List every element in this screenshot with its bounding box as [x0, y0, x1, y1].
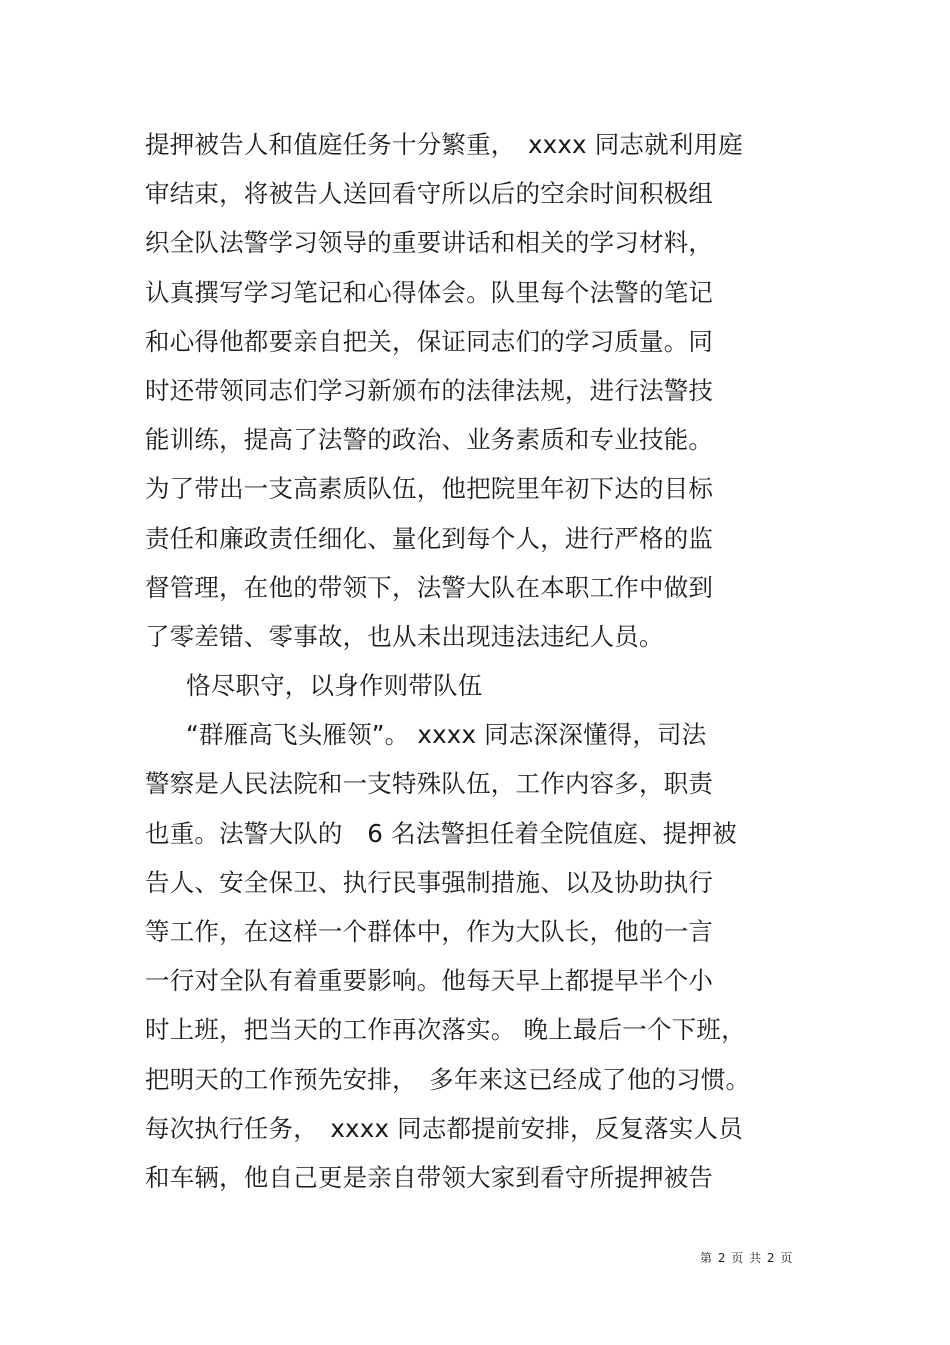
text-line: 时还带领同志们学习新颁布的法律法规，进行法警技	[145, 375, 714, 405]
text-line: 把明天的工作预先安排， 多年来这已经成了他的习惯。	[145, 1064, 751, 1094]
text-line: 也重。法警大队的 6 名法警担任着全院值庭、提押被	[145, 818, 737, 848]
text-line: 一行对全队有着重要影响。他每天早上都提早半个小	[145, 966, 714, 996]
text-line: 认真撰写学习笔记和心得体会。队里每个法警的笔记	[145, 277, 714, 307]
text-line: 警察是人民法院和一支特殊队伍，工作内容多，职责	[145, 769, 714, 799]
body-text	[145, 120, 805, 1202]
text-line: 责任和廉政责任细化、量化到每个人，进行严格的监	[145, 523, 714, 553]
text-line: 等工作，在这样一个群体中，作为大队长，他的一言	[145, 917, 714, 946]
page-number: 第 2 页 共 2 页	[700, 1251, 794, 1265]
text-line: 告人、安全保卫、执行民事强制措施、以及协助执行	[145, 867, 714, 897]
text-line: 和车辆，他自己更是亲自带领大家到看守所提押被告	[145, 1162, 714, 1192]
section-heading: 恪尽职守，以身作则带队伍	[186, 671, 483, 701]
text-line: 和心得他都要亲自把关，保证同志们的学习质量。同	[145, 326, 714, 356]
text-line: 督管理，在他的带领下，法警大队在本职工作中做到	[145, 572, 714, 602]
text-line: 时上班，把当天的工作再次落实。 晚上最后一个下班，	[145, 1015, 746, 1045]
text-line: 能训练，提高了法警的政治、业务素质和专业技能。	[145, 425, 714, 455]
text-line: 每次执行任务， xxxx 同志都提前安排，反复落实人员	[145, 1113, 743, 1143]
text-line: 了零差错、零事故，也从未出现违法违纪人员。	[145, 621, 664, 651]
text-line: 审结束，将被告人送回看守所以后的空余时间积极组	[145, 179, 714, 209]
text-line: 为了带出一支高素质队伍，他把院里年初下达的目标	[145, 474, 714, 504]
text-line: 提押被告人和值庭任务十分繁重， xxxx 同志就利用庭	[145, 130, 743, 159]
text-line: 织全队法警学习领导的重要讲话和相关的学习材料，	[145, 228, 714, 258]
text-line: “群雁高飞头雁领”。 xxxx 同志深深懂得，司法	[186, 720, 707, 750]
